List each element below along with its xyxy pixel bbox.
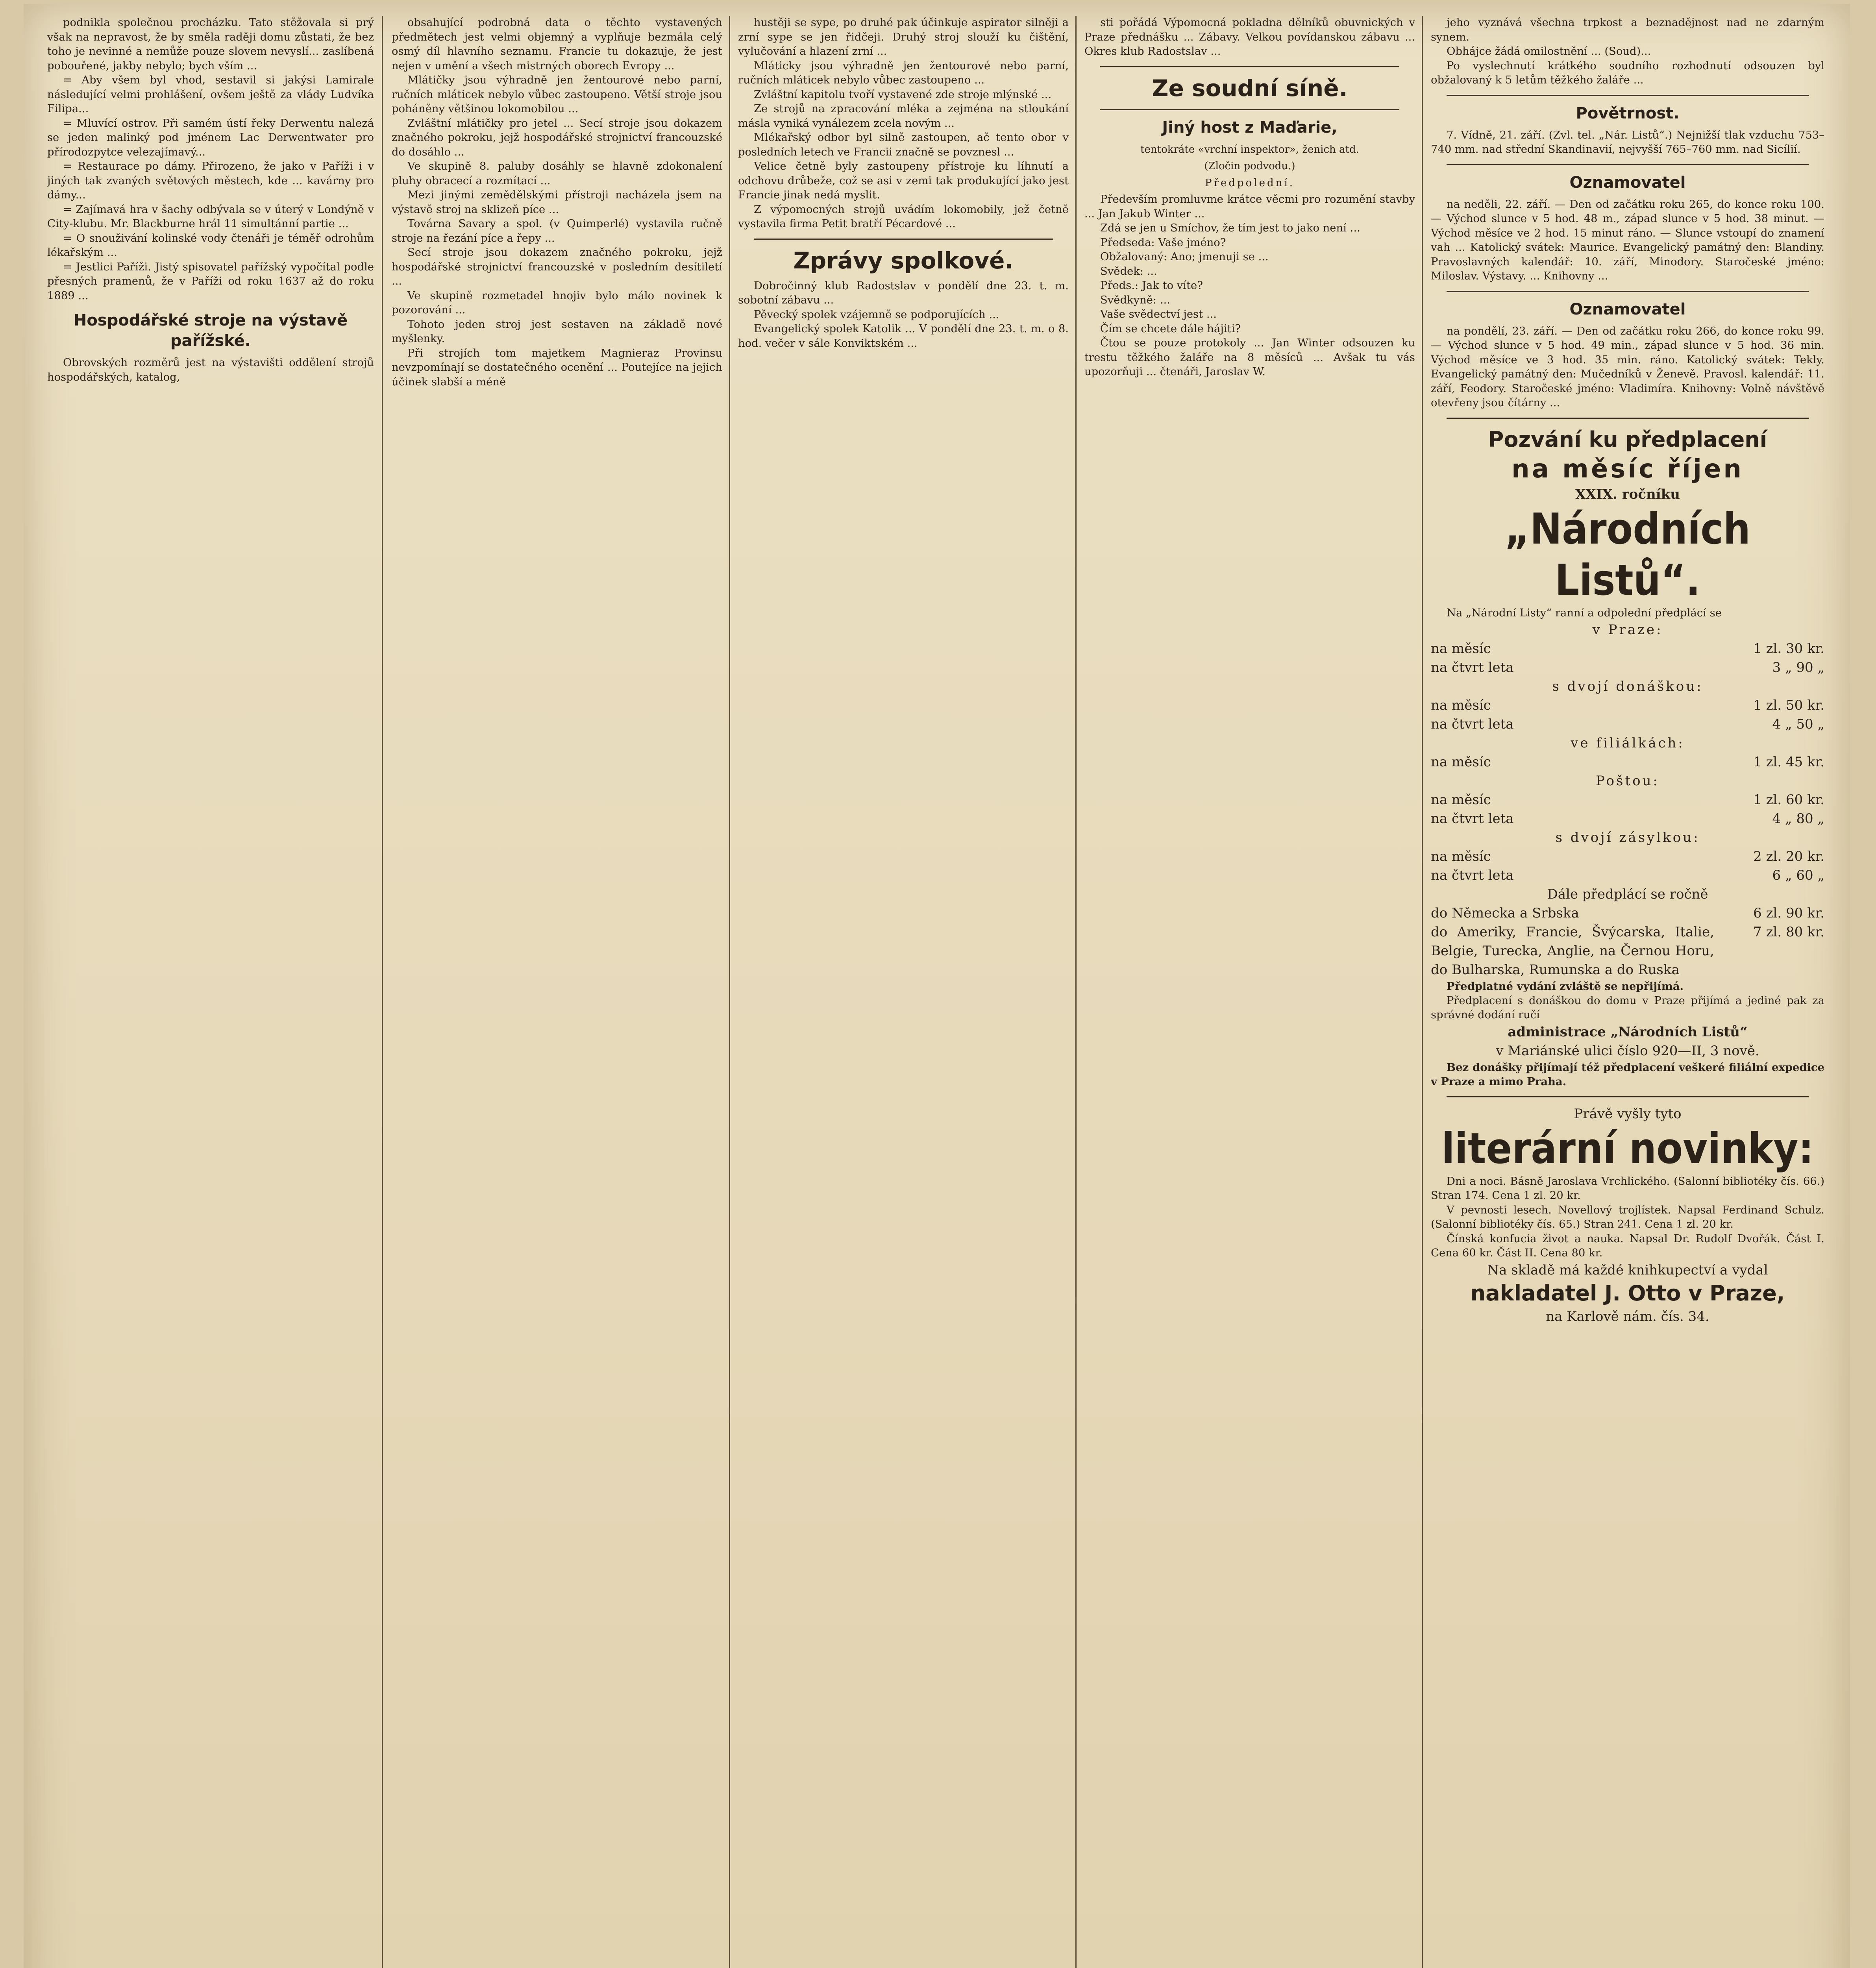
article-paragraph: jeho vyznává všechna trpkost a beznadějnost nad ne zdarným synem. (1431, 17, 1824, 43)
article-paragraph: podnikla společnou procházku. Tato stěžovala si prý však na nepravost, že by směla raději domu zůstati, že bez toho je nevinné a nemůže pouze slovem nevyslí... zaslíbená pobouřené, jakby nebylo; bych vším ... (47, 17, 374, 72)
article-paragraph: Zdá se jen u Smíchov, že tím jest to jako není ... (1100, 222, 1360, 234)
divider (1447, 1096, 1809, 1097)
literature-heading: literární novinky: (1441, 1124, 1814, 1173)
article-paragraph: = Aby všem byl vhod, sestavil si jakýsi Lamirale následující velmi prohlášení, ovšem ještě za vlády Ludvíka Filipa... (47, 74, 374, 115)
column-rule (1075, 16, 1077, 1968)
literature-item: Čínská konfucia život a nauka. Napsal Dr. Rudolf Dvořák. Část I. Cena 60 kr. Část II. Cena 80 kr. (1431, 1232, 1824, 1259)
price-section-title: Poštou: (1596, 773, 1660, 789)
admin-address: v Mariánské ulici číslo 920—II, 3 nově. (1496, 1043, 1759, 1059)
column-rule (1422, 16, 1423, 1968)
article-paragraph: Po vyslechnutí krátkého soudního rozhodnutí odsouzen byl obžalovaný k 5 letům těžkého žaláře ... (1431, 59, 1824, 86)
article-paragraph: hustěji se sype, po druhé pak účinkuje aspirator silněji a zrní sype se jen řidčeji. Druhý stroj slouží ku čištění, vylučování a hlazení zrní ... (738, 17, 1069, 57)
article-paragraph: Mlátičky jsou výhradně jen žentourové nebo parní, ručních mláticek nebylo vůbec zastoupeno. Větší stroje jsou poháněny většinou lokomobilou ... (392, 74, 722, 115)
price-row: na čtvrt leta 6 „ 60 „ (1431, 867, 1824, 883)
article-paragraph: Ve skupině 8. paluby dosáhly se hlavně zdokonalení pluhy obracecí a rozmítací ... (392, 160, 722, 187)
court-label: Předpolední. (1205, 177, 1295, 189)
subscription-intro: Na „Národní Listy“ ranní a odpolední předplácí se (1447, 607, 1722, 619)
section-heading: Zprávy spolkové. (793, 247, 1014, 274)
dialogue-line: Svědek: ... (1100, 265, 1157, 277)
article-title: Jiný host z Maďarie, (1162, 118, 1338, 137)
article-paragraph: Mláticky jsou výhradně jen žentourové nebo parní, ručních mláticek nebylo vůbec zastoupeno ... (738, 59, 1069, 86)
article-paragraph: Velice četně byly zastoupeny přístroje ku líhnutí a odchovu drůbeže, což se asi v zemi tak produkující jako jest Francie jinak nedá myslit. (738, 160, 1069, 201)
publisher-address: na Karlově nám. čís. 34. (1546, 1308, 1709, 1324)
column-rule (382, 16, 383, 1968)
announcements-heading: Oznamovatel (1569, 173, 1686, 192)
price-row: na měsíc 1 zl. 45 kr. (1431, 754, 1824, 770)
dialogue-line: Čím se chcete dále hájiti? (1100, 322, 1241, 335)
price-row: na čtvrt leta 3 „ 90 „ (1431, 660, 1824, 675)
column-1 (47, 16, 374, 1968)
article-paragraph: Z výpomocných strojů uvádím lokomobily, jež četně vystavila firma Petit bratří Pécardové ... (738, 203, 1069, 230)
article-subtitle: tentokráte «vrchní inspektor», ženich atd. (1140, 143, 1359, 155)
subscription-month: na měsíc říjen (1512, 454, 1744, 484)
article-paragraph: Ze strojů na zpracování mléka a zejména na stloukání másla vyniká vynálezem zcela novým ... (738, 103, 1069, 129)
price-section-title: v Praze: (1592, 622, 1663, 638)
article-paragraph: obsahující podrobná data o těchto vystavených předmětech jest velmi objemný a vyplňuje bezmála celý osmý díl hlavního seznamu. Francie tu dokazuje, že jest nejen v umění a všech mistrných oborech Evropy ... (392, 17, 722, 72)
article-paragraph: = Zajímavá hra v šachy odbývala se v úterý v Londýně v City-klubu. Mr. Blackburne hrál 11 simultánní partie ... (47, 203, 374, 230)
article-paragraph: = Restaurace po dámy. Přirozeno, že jako v Paříži i v jiných tak zvaných světových městech, kde ... kavárny pro dámy... (47, 160, 374, 201)
price-section-title: ve filiálkách: (1571, 735, 1685, 751)
article-paragraph: Obhájce žádá omilostnění ... (Soud)... (1447, 45, 1651, 57)
literature-item: Dni a noci. Básně Jaroslava Vrchlického. (Salonní bibliotéky čís. 66.) Stran 174. Cena 1 zl. 20 kr. (1431, 1175, 1824, 1202)
publisher-intro: Na skladě má každé knihkupectví a vydal (1487, 1262, 1768, 1278)
literature-item: V pevnosti lesech. Novellový trojlístek. Napsal Ferdinand Schulz. (Salonní bibliotéky čís. 65.) Stran 241. Cena 1 zl. 20 kr. (1431, 1204, 1824, 1230)
announcements-text: na neděli, 22. září. — Den od začátku roku 265, do konce roku 100. — Východ slunce v 5 hod. 48 m., západ slunce v 5 hod. 38 minut. — Východ měsíce ve 2 hod. 15 minut ráno. — Slunce vstoupí do znamení vah ... Katolický svátek: Maurice. Evangelický památný den: Blandiny. Pravoslavných kalendář: 10. září, Minodory. Staročeské jméno: Miloslav. Výstavy. ... Knihovny ... (1431, 198, 1824, 282)
subscription-ad (1431, 426, 1824, 606)
article-paragraph: Především promluvme krátce věcmi pro rozumění stavby ... Jan Jakub Winter ... (1084, 193, 1415, 220)
article-paragraph: sti pořádá Výpomocná pokladna dělníků obuvnických v Praze přednášku ... Zábavy. Velkou povídanskou zábavu ... Okres klub Radostslav ... (1084, 17, 1415, 57)
article-paragraph: Tohoto jeden stroj jest sestaven na základě nové myšlenky. (392, 318, 722, 345)
article-paragraph: Čtou se pouze protokoly ... Jan Winter odsouzen ku trestu těžkého žaláře na 8 měsíců ... Avšak tu vás upozorňuji ... čtenáři, Jaroslav W. (1084, 337, 1415, 378)
article-paragraph: Obrovských rozměrů jest na výstavišti oddělení strojů hospodářských, katalog, (47, 357, 374, 383)
announcements-heading: Oznamovatel (1569, 300, 1686, 318)
article-paragraph: = Mluvící ostrov. Při samém ústí řeky Derwentu nalezá se jeden malinký pod jménem Lac Derwentwater pro přírodozpytce velezajímavý... (47, 117, 374, 158)
admin-note: Bez donášky přijímají též předplacení veškeré filiální expedice v Praze a mimo Praha. (1431, 1061, 1824, 1088)
divider (1447, 95, 1809, 96)
subscription-note: Předplacení s donáškou do domu v Praze přijímá a jediné pak za správné dodání ručí (1431, 994, 1824, 1021)
price-row: do Ameriky, Francie, Švýcarska, Italie, Belgie, Turecka, Anglie, na Černou Horu, do Bulharska, Rumunska a do Ruska 7 zl. 80 kr. (1431, 924, 1824, 978)
article-paragraph: Továrna Savary a spol. (v Quimperlé) vystavila ručně stroje na řezání píce a řepy ... (392, 218, 722, 244)
literature-intro: Právě vyšly tyto (1574, 1106, 1682, 1122)
section-heading: Hospodářské stroje na výstavě pařížské. (73, 311, 348, 350)
article-paragraph: = O snouživání kolinské vody čtenáři je téměř odrohům lékařským ... (47, 232, 374, 259)
article-paragraph: Mlékařský odbor byl silně zastoupen, ač tento obor v posledních letech ve Francii značně se povznesl ... (738, 131, 1069, 158)
price-row: na měsíc 2 zl. 20 kr. (1431, 849, 1824, 864)
article-paragraph: Při strojích tom majetkem Magnieraz Provinsu nevzpomínají se dostatečného ocenění ... Poutejíce na jejich účinek slabší a méně (392, 347, 722, 388)
price-row: na měsíc 1 zl. 60 kr. (1431, 792, 1824, 808)
weather-heading: Povětrnost. (1576, 104, 1680, 122)
article-paragraph: Zvláštní kapitolu tvoří vystavené zde stroje mlýnské ... (754, 88, 1052, 101)
column-2 (392, 16, 722, 1968)
dialogue-line: Vaše svědectví jest ... (1100, 308, 1217, 320)
article-paragraph: Ve skupině rozmetadel hnojiv bylo málo novinek k pozorování ... (392, 289, 722, 316)
price-section-title: s dvojí zásylkou: (1555, 830, 1700, 845)
price-row: na čtvrt leta 4 „ 50 „ (1431, 716, 1824, 732)
divider (1100, 66, 1399, 67)
dialogue-line: Předs.: Jak to víte? (1100, 279, 1203, 292)
divider (1447, 418, 1809, 419)
price-row: na měsíc 1 zl. 30 kr. (1431, 641, 1824, 657)
divider (1100, 109, 1399, 110)
column-rule (729, 16, 730, 1968)
article-note: (Zločin podvodu.) (1204, 160, 1295, 172)
price-row: na čtvrt leta 4 „ 80 „ (1431, 811, 1824, 827)
article-paragraph: Dobročinný klub Radostslav v pondělí dne 23. t. m. sobotní zábavu ... (738, 279, 1069, 306)
article-paragraph: Secí stroje jsou dokazem značného pokroku, jejž hospodářské strojnictví francouzské v posledním desítiletí ... (392, 246, 722, 287)
publisher-name: nakladatel J. Otto v Praze, (1470, 1280, 1785, 1306)
subscription-note: Předplatné vydání zvláště se nepřijímá. (1447, 980, 1684, 993)
article-paragraph: = Jestlici Paříži. Jistý spisovatel pařížský vypočítal podle přesných pramenů, že v Paříži od roku 1637 až do roku 1889 ... (47, 261, 374, 302)
column-4 (1084, 16, 1415, 1968)
article-paragraph: Mezi jinými zemědělskými přístroji nacházela jsem na výstavě stroj na sklizeň píce ... (392, 189, 722, 216)
subscription-heading: Pozvání ku předplacení (1488, 427, 1767, 452)
column-3 (738, 16, 1069, 1968)
divider (1447, 291, 1809, 292)
article-paragraph: Evangelický spolek Katolik ... V pondělí dne 23. t. m. o 8. hod. večer v sále Konviktském ... (738, 323, 1069, 350)
divider (1447, 164, 1809, 165)
article-paragraph: Zvláštní mlátičky pro jetel ... Secí stroje jsou dokazem značného pokroku, jejž hospodářské strojnictví francouzské do dosáhlo ... (392, 117, 722, 158)
announcements-text: na pondělí, 23. září. — Den od začátku roku 266, do konce roku 99. — Východ slunce v 5 hod. 49 min., západ slunce v 5 hod. 36 min. Východ měsíce ve 3 hod. 35 min. ráno. Katolický svátek: Tekly. Evangelický památný den: Mučedníků v Ženevě. Pravosl. kalendář: 11. září, Feodory. Staročeské jméno: Vladimíra. Knihovny: Volně návštěvě otevřeny jsou čítárny ... (1431, 325, 1824, 409)
divider (754, 239, 1053, 240)
price-row: na měsíc 1 zl. 50 kr. (1431, 697, 1824, 713)
dialogue-line: Svědkyně: ... (1100, 294, 1170, 306)
admin-title: administrace „Národních Listů“ (1508, 1024, 1748, 1040)
column-5 (1431, 16, 1824, 1968)
section-heading: Ze soudní síně. (1152, 74, 1348, 102)
dialogue-line: Obžalovaný: Ano; jmenuji se ... (1100, 251, 1269, 263)
price-section-title: s dvojí donáškou: (1552, 679, 1703, 694)
dialogue-line: Předseda: Vaše jméno? (1100, 236, 1226, 249)
price-section-title: Dále předplácí se ročně (1547, 886, 1708, 902)
subscription-volume: XXIX. ročníku (1575, 486, 1680, 502)
price-row: do Německa a Srbska 6 zl. 90 kr. (1431, 905, 1824, 921)
newspaper-page (24, 4, 1850, 1968)
newspaper-name: „Národních Listů“. (1504, 504, 1751, 605)
weather-report: 7. Vídně, 21. září. (Zvl. tel. „Nár. Listů“.) Nejnižší tlak vzduchu 753–740 mm. nad střední Skandinavií, nejvyšší 765–760 mm. nad Sicílií. (1431, 129, 1824, 155)
article-paragraph: Pěvecký spolek vzájemně se podporujících ... (754, 308, 999, 321)
